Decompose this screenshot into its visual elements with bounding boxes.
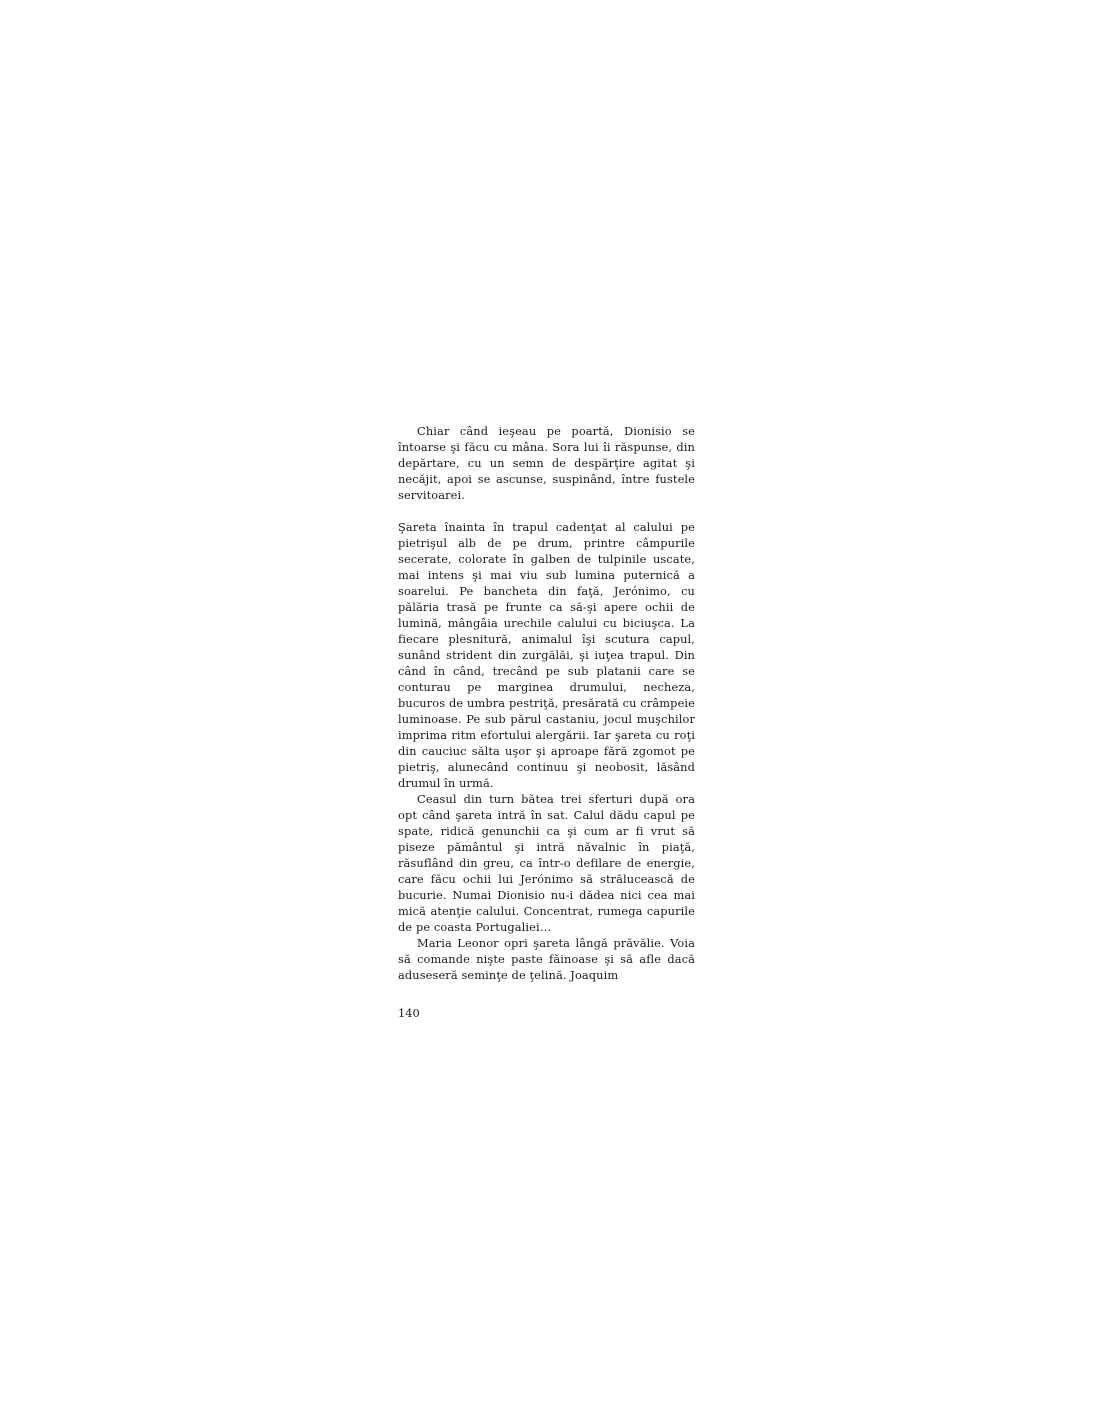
paragraph-1: Chiar când ieşeau pe poartă, Dionisio se întoarse şi făcu cu mâna. Sora lui îi răspunse, din depărtare, cu un semn de despărţire agitat şi necăjit, apoi se ascunse, suspinând, între fustele servitoarei. <box>398 424 695 502</box>
paragraph-3: Ceasul din turn bătea trei sferturi după ora opt când şareta intră în sat. Calul dădu capul pe spate, ridică genunchii ca şi cum ar fi vrut să piseze pământul şi intră năvalnic în piaţă, răsuflând din greu, ca într-o defilare de energie, care făcu ochii lui Jerónimo să strălucească de bucurie. Numai Dionisio nu-i dădea nici cea mai mică atenţie calului. Concentrat, rumega capurile de pe coasta Portugaliei… <box>398 792 695 934</box>
paragraph-4: Maria Leonor opri şareta lângă prăvălie. Voia să comande nişte paste făinoase şi să afle dacă aduseseră seminţe de ţelină. Joaquim <box>398 936 695 982</box>
body-text <box>398 423 695 983</box>
page-number: 140 <box>398 1006 420 1020</box>
paragraph-2: Şareta înainta în trapul cadenţat al calului pe pietrişul alb de pe drum, printre câmpurile secerate, colorate în galben de tulpinile uscate, mai intens şi mai viu sub lumina puternică a soarelui. Pe bancheta din faţă, Jerónimo, cu pălăria trasă pe frunte ca să-şi apere ochii de lumină, mângâia urechile calului cu biciuşca. La fiecare plesnitură, animalul îşi scutura capul, sunând strident din zurgălăi, şi iuţea trapul. Din când în când, trecând pe sub platanii care se conturau pe marginea drumului, necheza, bucuros de umbra pestriţă, presărată cu crâmpeie luminoase. Pe sub părul castaniu, jocul muşchilor imprima ritm efortului alergării. Iar şareta cu roţi din cauciuc sălta uşor şi aproape fără zgomot pe pietriş, alunecând continuu şi neobosit, lăsând drumul în urmă. <box>398 520 695 790</box>
